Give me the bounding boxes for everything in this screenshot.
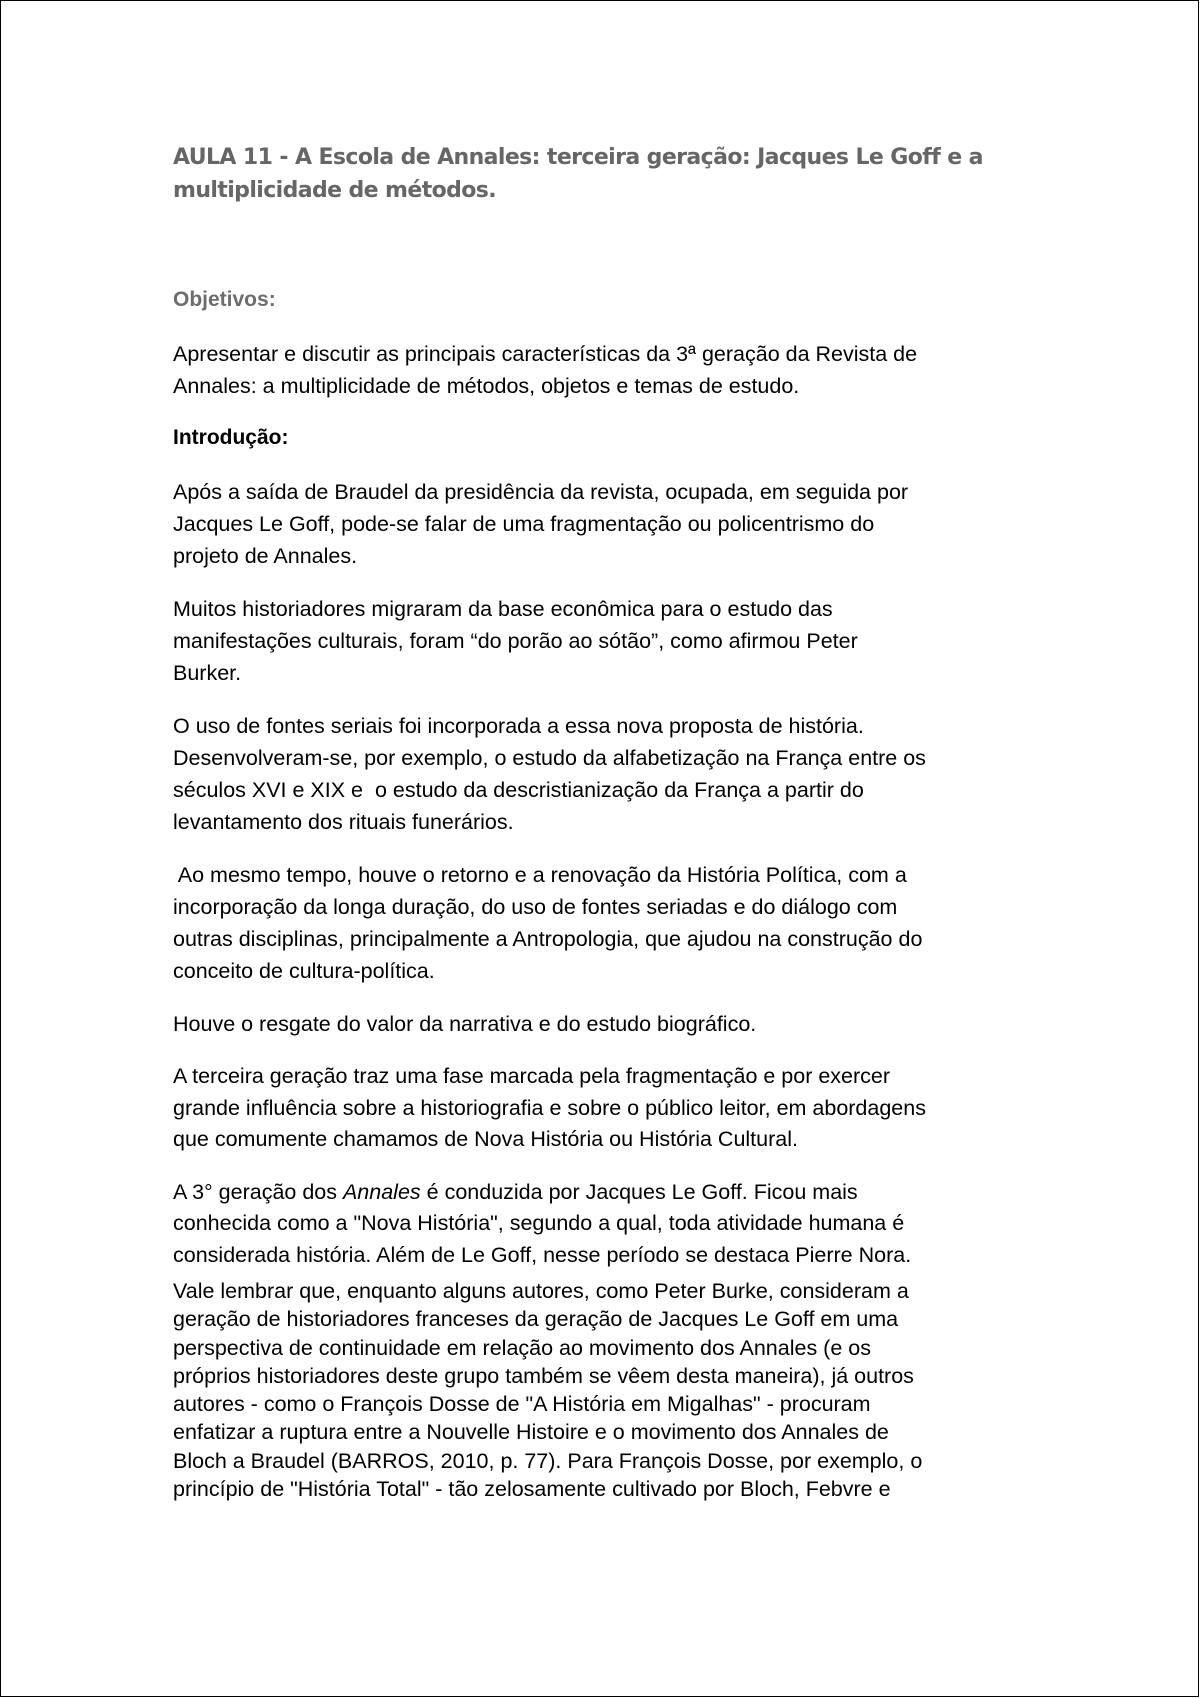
paragraph-line: Apresentar e discutir as principais características da 3ª geração da Revista de <box>173 342 918 366</box>
paragraph <box>173 710 1073 838</box>
lesson-title <box>173 141 1073 207</box>
text-run: é conduzida por Jacques Le Goff. Ficou mais <box>420 1179 858 1204</box>
paragraph-line: conceito de cultura-política. <box>173 959 435 983</box>
paragraph <box>173 1277 1073 1503</box>
paragraph-line: considerada história. Além de Le Goff, nesse período se destaca Pierre Nora. <box>173 1242 912 1267</box>
text-run: A 3° geração dos <box>173 1179 343 1204</box>
paragraph-line: próprios historiadores deste grupo também se vêem desta maneira), já outros <box>173 1363 914 1388</box>
paragraph-line: Jacques Le Goff, pode-se falar de uma fragmentação ou policentrismo do <box>173 512 875 536</box>
paragraph-line: perspectiva de continuidade em relação ao movimento dos Annales (e os <box>173 1335 871 1360</box>
paragraph-line: geração de historiadores franceses da geração de Jacques Le Goff em uma <box>173 1307 899 1332</box>
paragraph-line: projeto de Annales. <box>173 544 358 568</box>
title-line: multiplicidade de métodos. <box>173 178 497 203</box>
paragraph <box>173 593 1073 689</box>
paragraph-line: levantamento dos rituais funerários. <box>173 810 514 834</box>
paragraph-line: enfatizar a ruptura entre a Nouvelle Histoire e o movimento dos Annales de <box>173 1420 889 1445</box>
paragraph-line: grande influência sobre a historiografia e sobre o público leitor, em abordagens <box>173 1095 926 1120</box>
title-line: AULA 11 - A Escola de Annales: terceira geração: Jacques Le Goff e a <box>173 145 983 170</box>
paragraph <box>173 1061 1073 1156</box>
paragraph <box>173 859 1073 987</box>
document-content <box>1 1 1073 1503</box>
paragraph-line: Desenvolveram-se, por exemplo, o estudo da alfabetização na França entre os <box>173 746 926 770</box>
paragraph <box>173 1177 1073 1272</box>
italic-term: Annales <box>342 1179 421 1204</box>
paragraph-line: que comumente chamamos de Nova História ou História Cultural. <box>173 1127 798 1151</box>
paragraph-line: princípio de "História Total" - tão zelosamente cultivado por Bloch, Febvre e <box>173 1477 891 1502</box>
paragraph-line: Muitos historiadores migraram da base econômica para o estudo das <box>173 597 833 621</box>
paragraph-line: séculos XVI e XIX e o estudo da descristianização da França a partir do <box>173 778 864 802</box>
paragraph-line: Burker. <box>173 661 242 685</box>
objectives-heading: Objetivos: <box>173 288 276 311</box>
paragraph-line: Vale lembrar que, enquanto alguns autores, como Peter Burke, consideram a <box>173 1279 909 1303</box>
paragraph-line: conhecida como a "Nova História", segundo a qual, toda atividade humana é <box>173 1211 905 1235</box>
paragraph-line: outras disciplinas, principalmente a Antropologia, que ajudou na construção do <box>173 927 923 951</box>
paragraph <box>173 1008 1073 1040</box>
paragraph-line: Após a saída de Braudel da presidência da revista, ocupada, em seguida por <box>173 480 909 504</box>
paragraph-line: autores - como o François Dosse de "A História em Migalhas" - procuram <box>173 1392 871 1417</box>
paragraph-line: manifestações culturais, foram “do porão ao sótão”, como afirmou Peter <box>173 629 858 653</box>
objectives-paragraph <box>173 338 1073 402</box>
paragraph <box>173 476 1073 572</box>
paragraph-line: Bloch a Braudel (BARROS, 2010, p. 77). Para François Dosse, por exemplo, o <box>173 1448 923 1473</box>
paragraph-line: incorporação da longa duração, do uso de fontes seriadas e do diálogo com <box>173 895 898 919</box>
paragraph-line: O uso de fontes seriais foi incorporada a essa nova proposta de história. <box>173 714 864 738</box>
paragraph-line <box>173 1177 1073 1209</box>
paragraph-line: Annales: a multiplicidade de métodos, objetos e temas de estudo. <box>173 374 800 398</box>
paragraph-line: Houve o resgate do valor da narrativa e do estudo biográfico. <box>173 1012 757 1036</box>
paragraph-line: A terceira geração traz uma fase marcada pela fragmentação e por exercer <box>173 1064 891 1088</box>
introduction-heading: Introdução: <box>173 426 289 449</box>
paragraph-line: Ao mesmo tempo, houve o retorno e a renovação da História Política, com a <box>173 863 907 887</box>
